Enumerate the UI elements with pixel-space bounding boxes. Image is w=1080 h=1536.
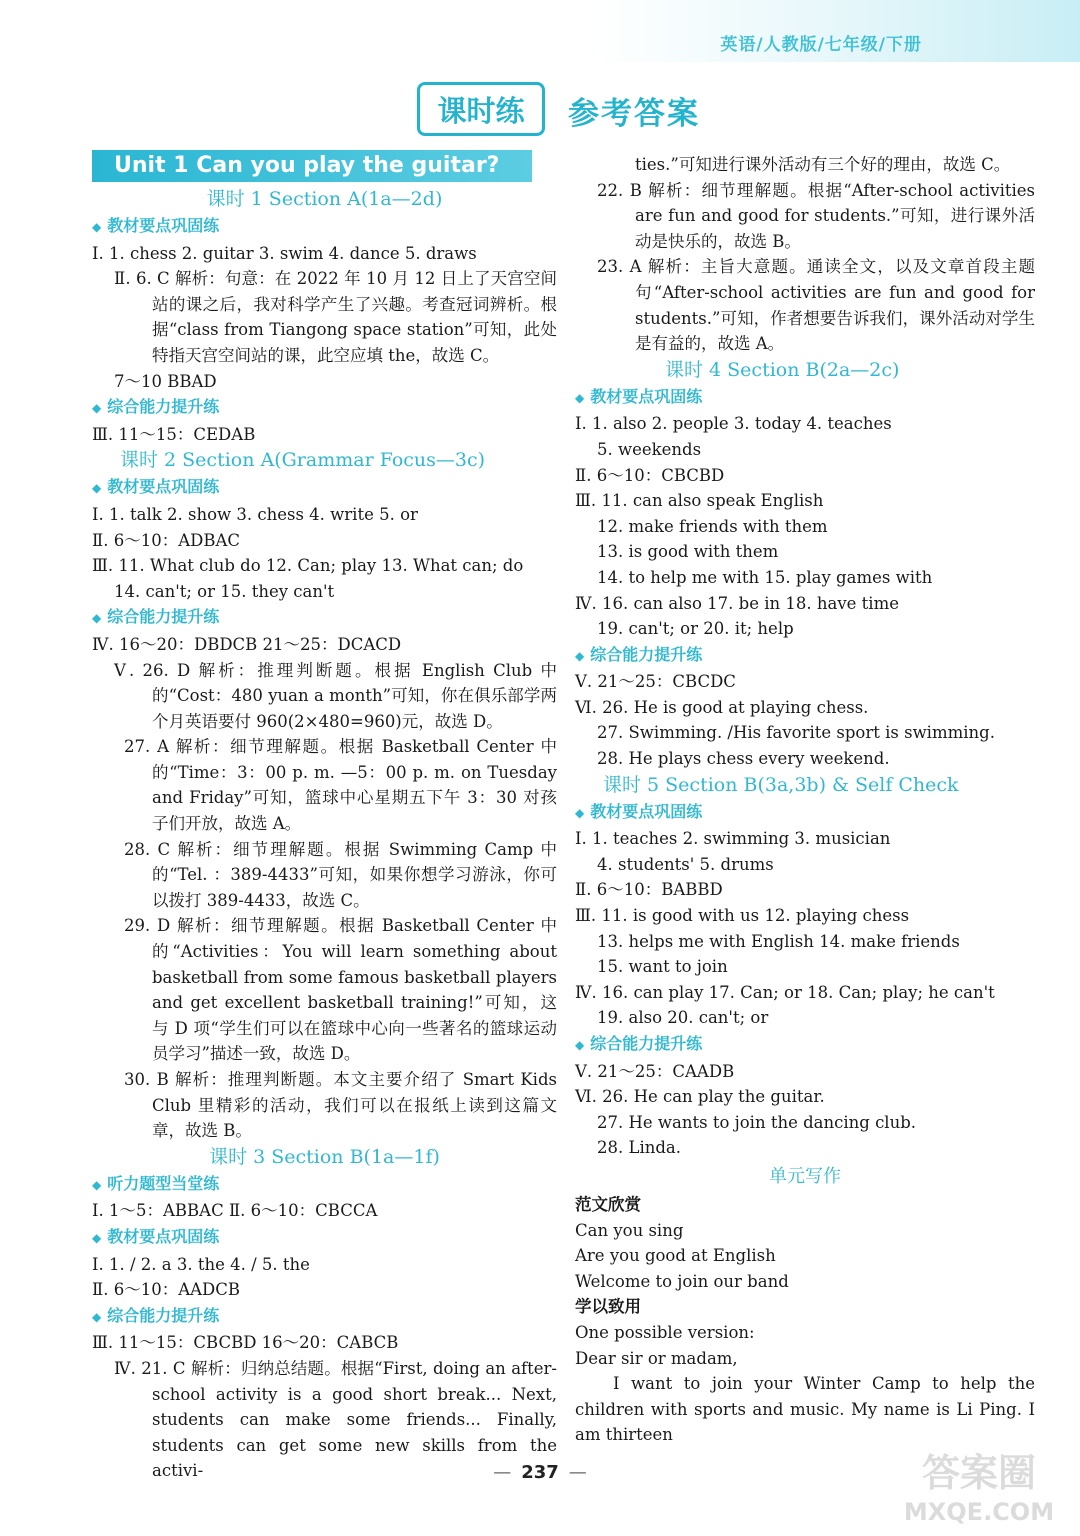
- diamond-icon: ◆: [575, 805, 585, 820]
- writing-line: Are you good at English: [575, 1246, 776, 1266]
- answer-line: Ⅳ. 16. can play 17. Can; or 18. Can; play; he can't: [575, 982, 995, 1002]
- lesson-heading: 课时 2 Section A(Grammar Focus—3c): [120, 449, 486, 472]
- answer-line: 4. students' 5. drums: [597, 854, 774, 874]
- diamond-icon: ◆: [92, 611, 102, 626]
- diamond-icon: ◆: [92, 1177, 102, 1192]
- left-column: [92, 150, 557, 1484]
- unit-title-bar: Unit 1 Can you play the guitar?: [92, 150, 532, 182]
- section-subheading: ◆ 教材要点巩固练: [92, 477, 220, 497]
- answer-paragraph: Ⅳ. 21. C 解析：归纳总结题。根据“First, doing an after-school activity is a good short break... Next, students can make some friends... Finally, students can get some new skills from the activi-: [114, 1358, 557, 1481]
- section-subheading: ◆ 综合能力提升练: [575, 644, 703, 664]
- answer-line: 27. He wants to join the dancing club.: [597, 1112, 917, 1132]
- diamond-icon: ◆: [92, 1309, 102, 1324]
- answer-paragraph: Ⅱ. 6. C 解析：句意：在 2022 年 10 月 12 日上了天宫空间站的课之后，我对科学产生了兴趣。考查冠词辨析。根据“class from Tiangong space station”可知，此处特指天宫空间站的课，此空应填 the，故选 C。: [114, 269, 557, 365]
- answer-paragraph: Ⅴ. 26. D 解析：推理判断题。根据 English Club 中的“Cost：480 yuan a month”可知，你在俱乐部学两个月英语要付 960(2×480=960)元，故选 D。: [114, 660, 557, 731]
- right-column: [575, 152, 1035, 1448]
- page-number: — 237 —: [493, 1462, 587, 1483]
- diamond-icon: ◆: [575, 1038, 585, 1052]
- answer-line: Ⅲ. 11. is good with us 12. playing chess: [575, 906, 910, 926]
- answer-paragraph: 29. D 解析：细节理解题。根据 Basketball Center 中的“Activities：You will learn something about basketball from some famous basketball players and get excellent basketball training!”可知，这与 D 项“学生们可以在篮球中心向一些著名的篮球运动员学习”描述一致，故选 D。: [124, 916, 557, 1064]
- watermark-text: 答案圈: [921, 1451, 1037, 1495]
- writing-line: One possible version:: [575, 1322, 755, 1342]
- answer-line: Ⅰ. 1. talk 2. show 3. chess 4. write 5. or: [92, 504, 418, 524]
- diamond-icon: ◆: [575, 390, 585, 405]
- answer-line: 19. also 20. can't; or: [597, 1008, 769, 1028]
- answer-line: 14. to help me with 15. play games with: [597, 567, 933, 587]
- answer-line: Ⅵ. 26. He is good at playing chess.: [575, 697, 869, 717]
- section-subheading: ◆ 教材要点巩固练: [575, 386, 703, 406]
- lesson-heading: 课时 1 Section A(1a—2d): [206, 188, 443, 210]
- answer-line: Ⅳ. 16. can also 17. be in 18. have time: [575, 593, 899, 613]
- diamond-icon: ◆: [92, 220, 102, 234]
- answer-line: Ⅰ. 1～5：ABBAC Ⅱ. 6～10：CBCCA: [92, 1201, 378, 1221]
- section-subheading: ◆ 综合能力提升练: [92, 607, 220, 627]
- answer-paragraph: 27. A 解析：细节理解题。根据 Basketball Center 中的“Time：3：00 p. m. —5：00 p. m. on Tuesday and Friday”可知，篮球中心星期五下午 3：30 对孩子们开放，故选 A。: [124, 737, 557, 834]
- answer-line: 19. can't; or 20. it; help: [597, 619, 794, 639]
- section-subheading: ◆ 综合能力提升练: [92, 397, 220, 417]
- writing-line: Can you sing: [575, 1220, 684, 1240]
- section-subheading: ◆ 教材要点巩固练: [92, 1226, 220, 1246]
- answer-paragraph: 22. B 解析：细节理解题。根据“After-school activities are fun and good for students.”可知，进行课外活动是快乐的，故选 B。: [597, 180, 1035, 251]
- answer-line: 13. helps me with English 14. make friends: [597, 931, 960, 951]
- section-subheading: ◆ 听力题型当堂练: [92, 1173, 220, 1193]
- answer-line: Ⅱ. 6～10：AADCB: [92, 1280, 241, 1300]
- section-subheading: ◆ 教材要点巩固练: [92, 216, 220, 235]
- answer-line: Ⅴ. 21～25：CBCDC: [575, 672, 736, 692]
- page-title: 参考答案: [568, 96, 700, 132]
- answer-line: 28. Linda.: [597, 1138, 681, 1158]
- answer-line: 14. can't; or 15. they can't: [114, 581, 335, 601]
- watermark-url: MXQE.COM: [903, 1498, 1055, 1526]
- answer-line: 5. weekends: [597, 439, 702, 459]
- answer-line: 12. make friends with them: [597, 516, 828, 536]
- answer-line: Ⅱ. 6～10：ADBAC: [92, 530, 241, 550]
- writing-line: Welcome to join our band: [575, 1271, 789, 1291]
- answer-line: Ⅲ. 11～15：CEDAB: [92, 424, 256, 444]
- answer-line: Ⅱ. 6～10：BABBD: [575, 880, 723, 900]
- answer-line: Ⅵ. 26. He can play the guitar.: [575, 1087, 825, 1107]
- answer-paragraph: ties.”可知进行课外活动有三个好的理由，故选 C。: [635, 155, 1011, 174]
- section-subheading: ◆ 综合能力提升练: [92, 1305, 220, 1325]
- answer-line: Ⅰ. 1. teaches 2. swimming 3. musician: [575, 829, 891, 849]
- answer-line: 28. He plays chess every weekend.: [597, 749, 890, 769]
- answer-line: Ⅲ. 11. can also speak English: [575, 491, 824, 511]
- diamond-icon: ◆: [575, 648, 585, 663]
- answer-line: Ⅲ. 11. What club do 12. Can; play 13. What can; do: [92, 556, 524, 576]
- writing-subheading: 学以致用: [575, 1297, 641, 1317]
- answer-line: Ⅱ. 6～10：CBCBD: [575, 465, 725, 485]
- answer-line: Ⅳ. 16～20：DBDCB 21～25：DCACD: [92, 634, 402, 654]
- lesson-heading: 课时 3 Section B(1a—1f): [209, 1145, 440, 1168]
- answer-line: Ⅰ. 1. chess 2. guitar 3. swim 4. dance 5. draws: [92, 243, 477, 263]
- writing-subheading: 范文欣赏: [575, 1194, 641, 1214]
- answer-line: 13. is good with them: [597, 542, 779, 562]
- answer-line: Ⅴ. 21～25：CAADB: [575, 1061, 735, 1081]
- answer-line: 7～10 BBAD: [114, 371, 217, 391]
- section-subheading: ◆ 综合能力提升练: [575, 1034, 703, 1053]
- writing-heading: 单元写作: [769, 1165, 841, 1187]
- answer-line: 27. Swimming. /His favorite sport is swimming.: [597, 723, 995, 743]
- lesson-heading: 课时 4 Section B(2a—2c): [665, 358, 900, 381]
- section-subheading: ◆ 教材要点巩固练: [575, 801, 703, 821]
- diamond-icon: ◆: [92, 1230, 102, 1245]
- answer-line: 15. want to join: [597, 957, 728, 977]
- diamond-icon: ◆: [92, 401, 102, 416]
- answer-paragraph: 28. C 解析：细节理解题。根据 Swimming Camp 中的“Tel. ：389-4433”可知，如果你想学习游泳，你可以拨打 389-4433，故选 C。: [124, 839, 557, 910]
- page-title-box: 课时练: [417, 82, 545, 136]
- writing-paragraph: I want to join your Winter Camp to help the children with sports and music. My name is Li Ping. I am thirteen: [575, 1374, 1035, 1445]
- writing-line: Dear sir or madam,: [575, 1348, 738, 1368]
- lesson-heading: 课时 5 Section B(3a,3b) & Self Check: [603, 773, 959, 796]
- answer-paragraph: 30. B 解析：推理判断题。本文主要介绍了 Smart Kids Club 里精彩的活动，我们可以在报纸上读到这篇文章，故选 B。: [124, 1070, 557, 1141]
- diamond-icon: ◆: [92, 481, 102, 496]
- answer-line: Ⅲ. 11～15：CBCBD 16～20：CABCB: [92, 1333, 399, 1353]
- answer-line: Ⅰ. 1. / 2. a 3. the 4. / 5. the: [92, 1254, 310, 1274]
- watermark-logo: [894, 1440, 1064, 1528]
- breadcrumb: 英语/人教版/七年级/下册: [720, 35, 922, 55]
- answer-paragraph: 23. A 解析：主旨大意题。通读全文，以及文章首段主题句“After-school activities are fun and good for students.”可知，作者想要告诉我们，课外活动对学生是有益的，故选 A。: [597, 257, 1035, 354]
- answer-line: Ⅰ. 1. also 2. people 3. today 4. teaches: [575, 414, 892, 434]
